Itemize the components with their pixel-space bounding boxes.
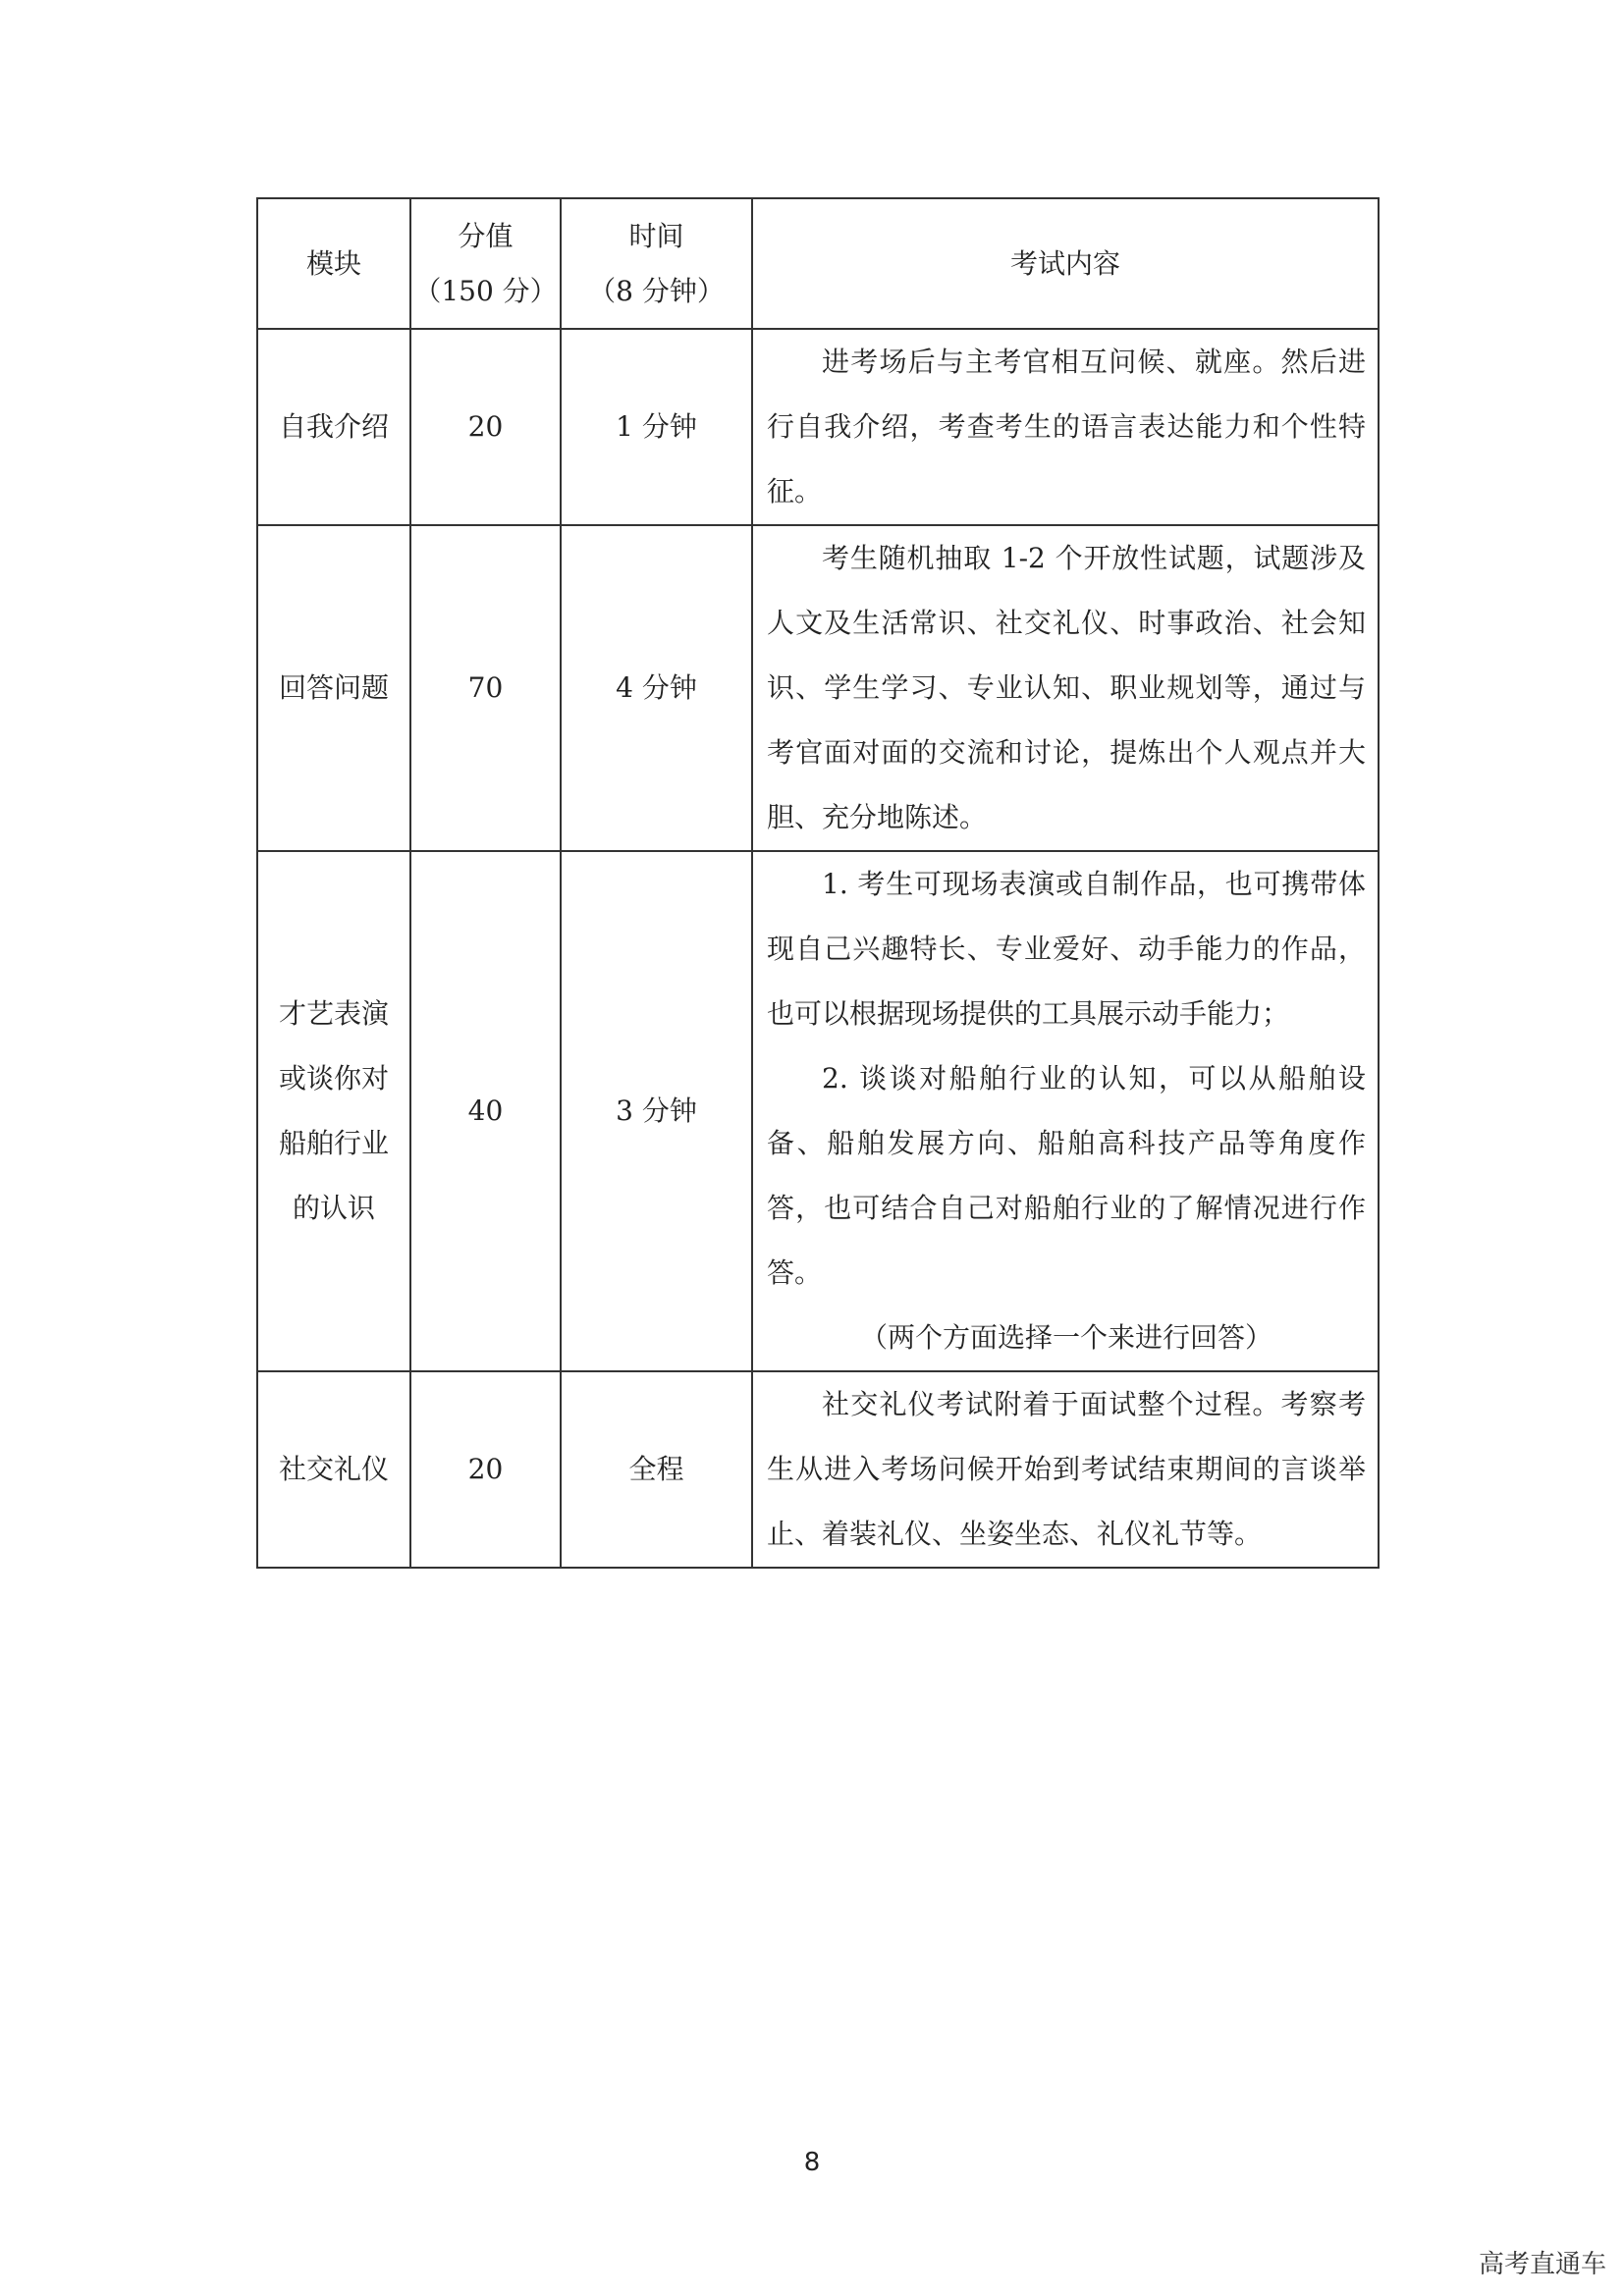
content-note: （两个方面选择一个来进行回答） — [859, 1321, 1272, 1354]
header-score: 分值 （150 分） — [410, 198, 561, 329]
module-line: 或谈你对 — [278, 1062, 389, 1095]
header-content: 考试内容 — [752, 198, 1379, 329]
score-cell: 40 — [410, 851, 561, 1371]
page-number: 8 — [803, 2148, 821, 2177]
table-row — [257, 1371, 1379, 1568]
watermark: 高考直通车 — [1478, 2250, 1606, 2279]
table-row — [257, 525, 1379, 851]
exam-content-table — [256, 197, 1380, 1569]
time-cell: 4 分钟 — [561, 525, 752, 851]
module-cell: 自我介绍 — [257, 329, 410, 525]
score-cell: 20 — [410, 1371, 561, 1568]
module-line: 船舶行业 — [278, 1127, 389, 1159]
header-time: 时间 （8 分钟） — [561, 198, 752, 329]
content-cell — [752, 1371, 1379, 1568]
content-cell — [752, 851, 1379, 1371]
module-line: 的认识 — [292, 1192, 375, 1224]
score-cell: 70 — [410, 525, 561, 851]
content-paragraph: 社交礼仪考试附着于面试整个过程。考察考生从进入考场问候开始到考试结束期间的言谈举止、着装礼仪、坐姿坐态、礼仪礼节等。 — [767, 1388, 1366, 1550]
table-row — [257, 851, 1379, 1371]
module-cell: 社交礼仪 — [257, 1371, 410, 1568]
table-row — [257, 329, 1379, 525]
module-cell — [257, 851, 410, 1371]
content-paragraph: 进考场后与主考官相互问候、就座。然后进行自我介绍，考查考生的语言表达能力和个性特征。 — [767, 346, 1366, 507]
time-cell: 全程 — [561, 1371, 752, 1568]
time-cell: 1 分钟 — [561, 329, 752, 525]
content-paragraph: 1. 考生可现场表演或自制作品，也可携带体现自己兴趣特长、专业爱好、动手能力的作品，也可以根据现场提供的工具展示动手能力； — [767, 868, 1366, 1030]
content-paragraph: 考生随机抽取 1-2 个开放性试题，试题涉及人文及生活常识、社交礼仪、时事政治、社会知识、学生学习、专业认知、职业规划等，通过与考官面对面的交流和讨论，提炼出个人观点并大胆、充分地陈述。 — [767, 542, 1366, 833]
time-cell: 3 分钟 — [561, 851, 752, 1371]
table-header-row — [257, 198, 1379, 329]
score-cell: 20 — [410, 329, 561, 525]
module-line: 才艺表演 — [278, 997, 389, 1030]
content-paragraph: 2. 谈谈对船舶行业的认知，可以从船舶设备、船舶发展方向、船舶高科技产品等角度作答，也可结合自己对船舶行业的了解情况进行作答。 — [767, 1062, 1366, 1289]
content-cell — [752, 329, 1379, 525]
content-cell — [752, 525, 1379, 851]
header-module: 模块 — [257, 198, 410, 329]
module-cell: 回答问题 — [257, 525, 410, 851]
